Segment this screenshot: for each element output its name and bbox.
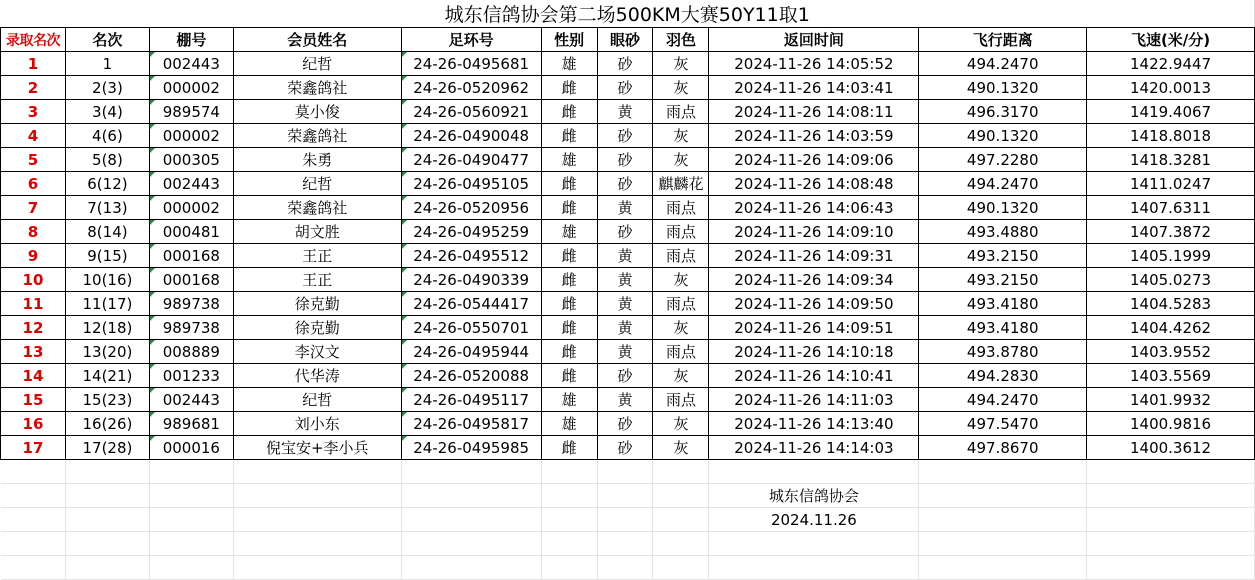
cell-ring[interactable]: 24-26-0495944 [401, 340, 541, 364]
cell-distance[interactable]: 493.8780 [919, 340, 1087, 364]
cell-return-time[interactable]: 2024-11-26 14:09:50 [709, 292, 919, 316]
cell-color[interactable]: 雨点 [653, 292, 709, 316]
empty-cell[interactable] [919, 532, 1087, 556]
cell-speed[interactable]: 1407.6311 [1087, 196, 1255, 220]
cell-sex[interactable]: 雌 [541, 172, 597, 196]
cell-distance[interactable]: 494.2830 [919, 364, 1087, 388]
cell-member[interactable]: 徐克勤 [233, 316, 401, 340]
empty-cell[interactable] [919, 556, 1087, 580]
cell-place[interactable]: 4(6) [65, 124, 149, 148]
footer-date[interactable]: 2024.11.26 [709, 508, 919, 532]
cell-rank[interactable]: 17 [1, 436, 66, 460]
cell-loft[interactable]: 000002 [149, 124, 233, 148]
cell-eye[interactable]: 黄 [597, 388, 653, 412]
empty-cell[interactable] [919, 460, 1087, 484]
cell-ring[interactable]: 24-26-0550701 [401, 316, 541, 340]
empty-cell[interactable] [1087, 556, 1255, 580]
cell-color[interactable]: 雨点 [653, 220, 709, 244]
cell-speed[interactable]: 1401.9932 [1087, 388, 1255, 412]
cell-eye[interactable]: 黄 [597, 316, 653, 340]
empty-cell[interactable] [541, 532, 597, 556]
empty-cell[interactable] [1, 508, 66, 532]
cell-member[interactable]: 徐克勤 [233, 292, 401, 316]
empty-cell[interactable] [401, 556, 541, 580]
cell-ring[interactable]: 24-26-0520956 [401, 196, 541, 220]
cell-distance[interactable]: 490.1320 [919, 76, 1087, 100]
cell-return-time[interactable]: 2024-11-26 14:09:51 [709, 316, 919, 340]
cell-distance[interactable]: 493.4880 [919, 220, 1087, 244]
cell-distance[interactable]: 497.8670 [919, 436, 1087, 460]
empty-cell[interactable] [401, 508, 541, 532]
cell-place[interactable]: 5(8) [65, 148, 149, 172]
cell-return-time[interactable]: 2024-11-26 14:09:31 [709, 244, 919, 268]
cell-sex[interactable]: 雌 [541, 244, 597, 268]
cell-return-time[interactable]: 2024-11-26 14:10:18 [709, 340, 919, 364]
cell-member[interactable]: 倪宝安+李小兵 [233, 436, 401, 460]
empty-cell[interactable] [65, 556, 149, 580]
cell-sex[interactable]: 雌 [541, 340, 597, 364]
cell-eye[interactable]: 砂 [597, 172, 653, 196]
cell-member[interactable]: 李汉文 [233, 340, 401, 364]
cell-distance[interactable]: 497.5470 [919, 412, 1087, 436]
cell-ring[interactable]: 24-26-0520962 [401, 76, 541, 100]
cell-return-time[interactable]: 2024-11-26 14:06:43 [709, 196, 919, 220]
title-row [1, 0, 1255, 28]
table-row [1, 340, 1255, 364]
cell-loft[interactable]: 989574 [149, 100, 233, 124]
empty-cell[interactable] [597, 508, 653, 532]
cell-place[interactable]: 6(12) [65, 172, 149, 196]
cell-distance[interactable]: 493.4180 [919, 316, 1087, 340]
cell-place[interactable]: 16(26) [65, 412, 149, 436]
cell-return-time[interactable]: 2024-11-26 14:14:03 [709, 436, 919, 460]
cell-rank[interactable]: 8 [1, 220, 66, 244]
cell-rank[interactable]: 7 [1, 196, 66, 220]
cell-sex[interactable]: 雄 [541, 388, 597, 412]
empty-cell[interactable] [653, 484, 709, 508]
table-row [1, 316, 1255, 340]
table-row [1, 196, 1255, 220]
cell-speed[interactable]: 1404.4262 [1087, 316, 1255, 340]
cell-sex[interactable]: 雌 [541, 100, 597, 124]
cell-eye[interactable]: 黄 [597, 244, 653, 268]
table-row [1, 220, 1255, 244]
empty-cell[interactable] [1, 532, 66, 556]
cell-sex[interactable]: 雌 [541, 268, 597, 292]
empty-row [1, 484, 1255, 508]
table-row [1, 412, 1255, 436]
empty-cell[interactable] [149, 460, 233, 484]
cell-place[interactable]: 15(23) [65, 388, 149, 412]
empty-cell[interactable] [653, 460, 709, 484]
cell-sex[interactable]: 雌 [541, 76, 597, 100]
cell-member[interactable]: 纪哲 [233, 388, 401, 412]
table-row [1, 268, 1255, 292]
cell-loft[interactable]: 000002 [149, 76, 233, 100]
cell-eye[interactable]: 黄 [597, 100, 653, 124]
cell-color[interactable]: 麒麟花 [653, 172, 709, 196]
cell-eye[interactable]: 黄 [597, 292, 653, 316]
empty-cell[interactable] [1087, 508, 1255, 532]
empty-cell[interactable] [149, 484, 233, 508]
cell-sex[interactable]: 雌 [541, 124, 597, 148]
cell-member[interactable]: 胡文胜 [233, 220, 401, 244]
cell-loft[interactable]: 008889 [149, 340, 233, 364]
cell-color[interactable]: 雨点 [653, 244, 709, 268]
cell-distance[interactable]: 496.3170 [919, 100, 1087, 124]
cell-member[interactable]: 莫小俊 [233, 100, 401, 124]
cell-sex[interactable]: 雄 [541, 220, 597, 244]
empty-cell[interactable] [541, 460, 597, 484]
empty-cell[interactable] [541, 556, 597, 580]
header-row [1, 28, 1255, 52]
cell-eye[interactable]: 砂 [597, 364, 653, 388]
cell-rank[interactable]: 3 [1, 100, 66, 124]
cell-color[interactable]: 雨点 [653, 340, 709, 364]
cell-place[interactable]: 1 [65, 52, 149, 76]
header-rank[interactable]: 录取名次 [1, 28, 66, 52]
cell-eye[interactable]: 砂 [597, 148, 653, 172]
empty-cell[interactable] [919, 484, 1087, 508]
header-color[interactable]: 羽色 [653, 28, 709, 52]
empty-cell[interactable] [653, 508, 709, 532]
cell-loft[interactable]: 989738 [149, 316, 233, 340]
cell-eye[interactable]: 黄 [597, 196, 653, 220]
cell-ring[interactable]: 24-26-0560921 [401, 100, 541, 124]
empty-cell[interactable] [401, 532, 541, 556]
cell-color[interactable]: 灰 [653, 364, 709, 388]
cell-loft[interactable]: 000016 [149, 436, 233, 460]
cell-loft[interactable]: 989738 [149, 292, 233, 316]
empty-cell[interactable] [709, 556, 919, 580]
cell-return-time[interactable]: 2024-11-26 14:05:52 [709, 52, 919, 76]
empty-cell[interactable] [1, 484, 66, 508]
empty-cell[interactable] [1087, 484, 1255, 508]
cell-distance[interactable]: 493.4180 [919, 292, 1087, 316]
cell-ring[interactable]: 24-26-0495985 [401, 436, 541, 460]
header-eye[interactable]: 眼砂 [597, 28, 653, 52]
cell-ring[interactable]: 24-26-0495105 [401, 172, 541, 196]
empty-cell[interactable] [597, 484, 653, 508]
cell-distance[interactable]: 494.2470 [919, 52, 1087, 76]
empty-cell[interactable] [1087, 460, 1255, 484]
cell-eye[interactable]: 黄 [597, 340, 653, 364]
cell-speed[interactable]: 1400.9816 [1087, 412, 1255, 436]
cell-ring[interactable]: 24-26-0495817 [401, 412, 541, 436]
cell-speed[interactable]: 1420.0013 [1087, 76, 1255, 100]
empty-cell[interactable] [653, 556, 709, 580]
cell-sex[interactable]: 雌 [541, 364, 597, 388]
table-row [1, 292, 1255, 316]
table-row [1, 76, 1255, 100]
cell-distance[interactable]: 493.2150 [919, 244, 1087, 268]
cell-rank[interactable]: 16 [1, 412, 66, 436]
header-sex[interactable]: 性别 [541, 28, 597, 52]
cell-speed[interactable]: 1400.3612 [1087, 436, 1255, 460]
cell-sex[interactable]: 雄 [541, 52, 597, 76]
cell-distance[interactable]: 494.2470 [919, 172, 1087, 196]
cell-distance[interactable]: 497.2280 [919, 148, 1087, 172]
empty-cell[interactable] [233, 460, 401, 484]
cell-loft[interactable]: 002443 [149, 388, 233, 412]
cell-speed[interactable]: 1419.4067 [1087, 100, 1255, 124]
cell-eye[interactable]: 砂 [597, 124, 653, 148]
cell-loft[interactable]: 002443 [149, 52, 233, 76]
cell-color[interactable]: 灰 [653, 148, 709, 172]
cell-return-time[interactable]: 2024-11-26 14:11:03 [709, 388, 919, 412]
empty-cell[interactable] [65, 460, 149, 484]
empty-cell[interactable] [709, 532, 919, 556]
cell-rank[interactable]: 11 [1, 292, 66, 316]
cell-sex[interactable]: 雌 [541, 436, 597, 460]
cell-rank[interactable]: 9 [1, 244, 66, 268]
table-row [1, 364, 1255, 388]
cell-return-time[interactable]: 2024-11-26 14:09:34 [709, 268, 919, 292]
empty-cell[interactable] [653, 532, 709, 556]
cell-loft[interactable]: 000481 [149, 220, 233, 244]
cell-ring[interactable]: 24-26-0495512 [401, 244, 541, 268]
cell-return-time[interactable]: 2024-11-26 14:03:41 [709, 76, 919, 100]
cell-color[interactable]: 雨点 [653, 388, 709, 412]
empty-cell[interactable] [65, 508, 149, 532]
empty-row [1, 532, 1255, 556]
empty-cell[interactable] [401, 460, 541, 484]
cell-place[interactable]: 12(18) [65, 316, 149, 340]
cell-color[interactable]: 灰 [653, 412, 709, 436]
cell-sex[interactable]: 雄 [541, 148, 597, 172]
cell-rank[interactable]: 6 [1, 172, 66, 196]
empty-cell[interactable] [1, 460, 66, 484]
cell-loft[interactable]: 000168 [149, 268, 233, 292]
table-row [1, 172, 1255, 196]
header-ring[interactable]: 足环号 [401, 28, 541, 52]
cell-member[interactable]: 纪哲 [233, 52, 401, 76]
cell-speed[interactable]: 1418.8018 [1087, 124, 1255, 148]
cell-rank[interactable]: 14 [1, 364, 66, 388]
table-row [1, 124, 1255, 148]
empty-cell[interactable] [597, 532, 653, 556]
cell-member[interactable]: 刘小东 [233, 412, 401, 436]
sheet-title[interactable]: 城东信鸽协会第二场500KM大赛50Y11取1 [1, 0, 1255, 28]
cell-eye[interactable]: 砂 [597, 436, 653, 460]
cell-ring[interactable]: 24-26-0490477 [401, 148, 541, 172]
cell-speed[interactable]: 1403.9552 [1087, 340, 1255, 364]
cell-return-time[interactable]: 2024-11-26 14:08:11 [709, 100, 919, 124]
cell-color[interactable]: 灰 [653, 268, 709, 292]
cell-color[interactable]: 灰 [653, 52, 709, 76]
cell-member[interactable]: 荣鑫鸽社 [233, 124, 401, 148]
cell-rank[interactable]: 5 [1, 148, 66, 172]
empty-cell[interactable] [597, 460, 653, 484]
cell-rank[interactable]: 4 [1, 124, 66, 148]
cell-place[interactable]: 11(17) [65, 292, 149, 316]
cell-place[interactable]: 3(4) [65, 100, 149, 124]
cell-speed[interactable]: 1407.3872 [1087, 220, 1255, 244]
empty-cell[interactable] [233, 556, 401, 580]
empty-cell[interactable] [149, 556, 233, 580]
cell-member[interactable]: 荣鑫鸽社 [233, 76, 401, 100]
cell-place[interactable]: 9(15) [65, 244, 149, 268]
cell-ring[interactable]: 24-26-0520088 [401, 364, 541, 388]
cell-ring[interactable]: 24-26-0490048 [401, 124, 541, 148]
cell-loft[interactable]: 000305 [149, 148, 233, 172]
empty-cell[interactable] [65, 532, 149, 556]
cell-member[interactable]: 王正 [233, 244, 401, 268]
table-row [1, 100, 1255, 124]
cell-eye[interactable]: 砂 [597, 220, 653, 244]
cell-speed[interactable]: 1404.5283 [1087, 292, 1255, 316]
cell-rank[interactable]: 1 [1, 52, 66, 76]
empty-cell[interactable] [541, 508, 597, 532]
header-distance[interactable]: 飞行距离 [919, 28, 1087, 52]
cell-distance[interactable]: 493.2150 [919, 268, 1087, 292]
empty-cell[interactable] [65, 484, 149, 508]
cell-speed[interactable]: 1405.1999 [1087, 244, 1255, 268]
cell-member[interactable]: 王正 [233, 268, 401, 292]
cell-member[interactable]: 纪哲 [233, 172, 401, 196]
cell-rank[interactable]: 2 [1, 76, 66, 100]
cell-ring[interactable]: 24-26-0495117 [401, 388, 541, 412]
empty-cell[interactable] [919, 508, 1087, 532]
cell-color[interactable]: 雨点 [653, 196, 709, 220]
cell-place[interactable]: 17(28) [65, 436, 149, 460]
cell-return-time[interactable]: 2024-11-26 14:13:40 [709, 412, 919, 436]
empty-cell[interactable] [1087, 532, 1255, 556]
empty-row [1, 508, 1255, 532]
cell-place[interactable]: 10(16) [65, 268, 149, 292]
empty-cell[interactable] [233, 532, 401, 556]
cell-loft[interactable]: 000002 [149, 196, 233, 220]
cell-speed[interactable]: 1403.5569 [1087, 364, 1255, 388]
header-speed[interactable]: 飞速(米/分) [1087, 28, 1255, 52]
cell-ring[interactable]: 24-26-0495259 [401, 220, 541, 244]
cell-loft[interactable]: 002443 [149, 172, 233, 196]
table-row [1, 244, 1255, 268]
cell-member[interactable]: 朱勇 [233, 148, 401, 172]
cell-rank[interactable]: 13 [1, 340, 66, 364]
cell-color[interactable]: 灰 [653, 124, 709, 148]
cell-place[interactable]: 7(13) [65, 196, 149, 220]
cell-return-time[interactable]: 2024-11-26 14:03:59 [709, 124, 919, 148]
cell-rank[interactable]: 12 [1, 316, 66, 340]
table-row [1, 148, 1255, 172]
cell-distance[interactable]: 490.1320 [919, 124, 1087, 148]
cell-speed[interactable]: 1411.0247 [1087, 172, 1255, 196]
header-loft[interactable]: 棚号 [149, 28, 233, 52]
cell-rank[interactable]: 10 [1, 268, 66, 292]
empty-cell[interactable] [233, 508, 401, 532]
empty-cell[interactable] [1, 556, 66, 580]
empty-cell[interactable] [149, 508, 233, 532]
cell-place[interactable]: 2(3) [65, 76, 149, 100]
empty-row [1, 460, 1255, 484]
cell-sex[interactable]: 雌 [541, 316, 597, 340]
cell-return-time[interactable]: 2024-11-26 14:10:41 [709, 364, 919, 388]
empty-cell[interactable] [149, 532, 233, 556]
cell-member[interactable]: 荣鑫鸽社 [233, 196, 401, 220]
cell-color[interactable]: 灰 [653, 436, 709, 460]
cell-speed[interactable]: 1418.3281 [1087, 148, 1255, 172]
header-return-time[interactable]: 返回时间 [709, 28, 919, 52]
header-member[interactable]: 会员姓名 [233, 28, 401, 52]
cell-ring[interactable]: 24-26-0495681 [401, 52, 541, 76]
cell-speed[interactable]: 1405.0273 [1087, 268, 1255, 292]
cell-loft[interactable]: 001233 [149, 364, 233, 388]
table-row [1, 52, 1255, 76]
cell-distance[interactable]: 494.2470 [919, 388, 1087, 412]
empty-row [1, 556, 1255, 580]
footer-org[interactable]: 城东信鸽协会 [709, 484, 919, 508]
cell-eye[interactable]: 砂 [597, 412, 653, 436]
empty-cell[interactable] [709, 460, 919, 484]
cell-eye[interactable]: 砂 [597, 52, 653, 76]
cell-color[interactable]: 灰 [653, 76, 709, 100]
empty-cell[interactable] [541, 484, 597, 508]
cell-sex[interactable]: 雌 [541, 292, 597, 316]
cell-speed[interactable]: 1422.9447 [1087, 52, 1255, 76]
cell-rank[interactable]: 15 [1, 388, 66, 412]
table-row [1, 436, 1255, 460]
empty-cell[interactable] [401, 484, 541, 508]
cell-distance[interactable]: 490.1320 [919, 196, 1087, 220]
cell-return-time[interactable]: 2024-11-26 14:08:48 [709, 172, 919, 196]
table-row [1, 388, 1255, 412]
header-place[interactable]: 名次 [65, 28, 149, 52]
cell-eye[interactable]: 黄 [597, 268, 653, 292]
empty-cell[interactable] [233, 484, 401, 508]
cell-return-time[interactable]: 2024-11-26 14:09:06 [709, 148, 919, 172]
cell-sex[interactable]: 雄 [541, 412, 597, 436]
cell-place[interactable]: 14(21) [65, 364, 149, 388]
cell-color[interactable]: 雨点 [653, 100, 709, 124]
empty-cell[interactable] [597, 556, 653, 580]
cell-ring[interactable]: 24-26-0544417 [401, 292, 541, 316]
cell-ring[interactable]: 24-26-0490339 [401, 268, 541, 292]
cell-member[interactable]: 代华涛 [233, 364, 401, 388]
cell-eye[interactable]: 砂 [597, 76, 653, 100]
cell-place[interactable]: 8(14) [65, 220, 149, 244]
cell-place[interactable]: 13(20) [65, 340, 149, 364]
cell-loft[interactable]: 989681 [149, 412, 233, 436]
cell-sex[interactable]: 雌 [541, 196, 597, 220]
cell-loft[interactable]: 000168 [149, 244, 233, 268]
cell-color[interactable]: 灰 [653, 316, 709, 340]
cell-return-time[interactable]: 2024-11-26 14:09:10 [709, 220, 919, 244]
